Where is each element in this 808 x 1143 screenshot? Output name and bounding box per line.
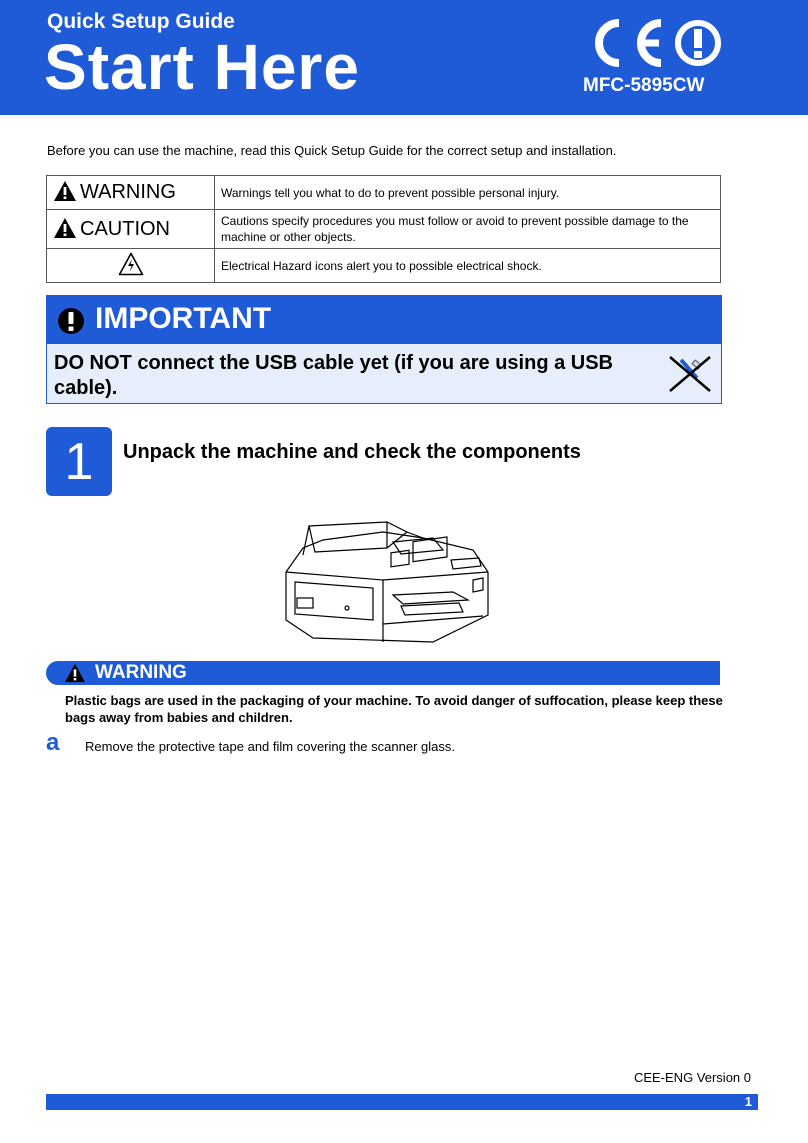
substep-letter: a <box>46 729 60 756</box>
legend-row-warning <box>47 176 721 210</box>
legend-label: CAUTION <box>80 217 170 240</box>
ce-mark-logo <box>585 19 725 72</box>
model-number: MFC-5895CW <box>583 75 705 96</box>
printer-illustration <box>283 520 493 650</box>
warning-heading: WARNING <box>95 662 187 683</box>
legend-row-caution <box>47 210 721 249</box>
important-notice <box>46 295 722 404</box>
step-title: Unpack the machine and check the components <box>123 441 581 463</box>
legend-description: Cautions specify procedures you must follow or avoid to prevent possible damage to the machine or other objects. <box>215 210 721 249</box>
warning-text: Plastic bags are used in the packaging of your machine. To avoid danger of suffocation, please keep these bags away from babies and children. <box>65 693 723 725</box>
legend-description: Warnings tell you what to do to prevent possible personal injury. <box>215 176 721 210</box>
important-text: DO NOT connect the USB cable yet (if you are using a USB cable). <box>54 352 613 399</box>
page-title: Start Here <box>44 31 360 103</box>
legend-label: WARNING <box>80 181 176 203</box>
no-usb-cable-icon <box>667 354 713 399</box>
warning-triangle-icon <box>53 180 77 205</box>
step-number-badge: 1 <box>46 427 112 496</box>
substep-text: Remove the protective tape and film covering the scanner glass. <box>85 739 455 754</box>
safety-legend-table <box>46 175 721 283</box>
page-number: 1 <box>744 1094 752 1109</box>
guide-subtitle: Quick Setup Guide <box>47 10 235 33</box>
footer-bar <box>46 1094 758 1110</box>
version-label: CEE-ENG Version 0 <box>633 1070 751 1085</box>
warning-triangle-icon <box>64 663 86 688</box>
important-header <box>47 296 721 344</box>
exclamation-icon <box>57 307 85 340</box>
electrical-hazard-icon <box>118 252 144 279</box>
intro-text: Before you can use the machine, read this Quick Setup Guide for the correct setup and installation. <box>47 143 617 158</box>
important-heading: IMPORTANT <box>95 302 272 335</box>
warning-triangle-icon <box>53 217 77 242</box>
header-banner <box>0 0 808 115</box>
legend-row-electrical <box>47 249 721 283</box>
legend-description: Electrical Hazard icons alert you to possible electrical shock. <box>215 249 721 283</box>
warning-banner <box>46 661 720 685</box>
